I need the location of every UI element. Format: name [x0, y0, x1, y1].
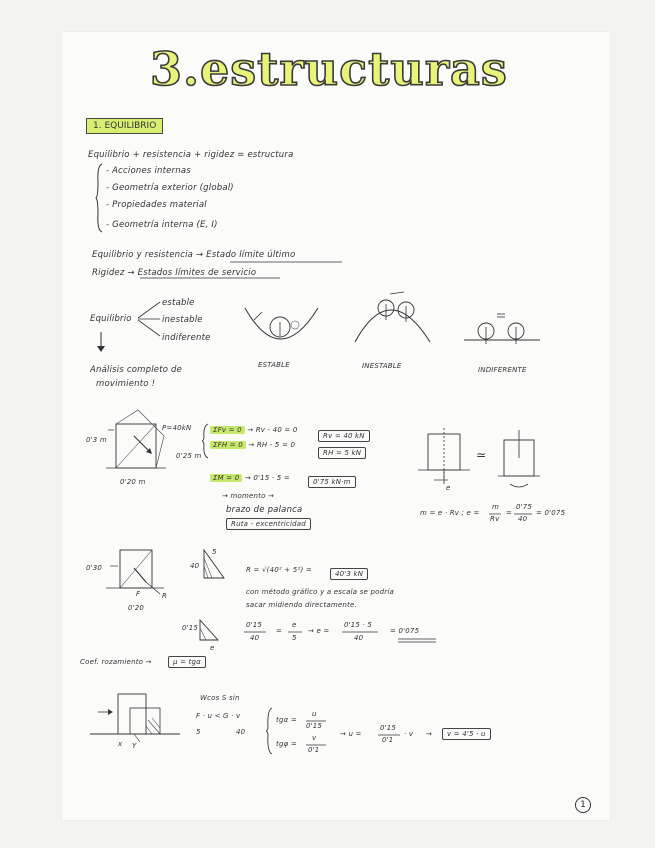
- unstable-diagram: [350, 290, 440, 350]
- type-inestable: inestable: [162, 315, 203, 325]
- equation-line: Equilibrio + resistencia + rigidez = estructura: [88, 150, 294, 160]
- list-item: - Geometría interna (E, I): [106, 220, 218, 230]
- label-5: 5: [212, 548, 217, 556]
- list-item: - Propiedades material: [106, 200, 207, 210]
- frac-num: m: [492, 503, 500, 511]
- frac-bar: [288, 631, 302, 633]
- eccentricity-triangle: [198, 618, 220, 642]
- frac-den: 0'1: [308, 746, 320, 754]
- bullet-momento: → momento →: [222, 492, 275, 500]
- bullet-brazo: brazo de palanca: [226, 505, 303, 515]
- condition-ineq: F · u < G · v: [196, 712, 241, 720]
- frac-num: 0'75: [516, 503, 533, 511]
- tan-alpha: tgα =: [276, 716, 297, 724]
- condition-header: Wcos S sin: [200, 694, 240, 702]
- r-result: 40'3 kN: [330, 568, 368, 580]
- label-estable: ESTABLE: [258, 361, 290, 369]
- arrow-u: → u =: [340, 730, 362, 738]
- frac-den: 5: [292, 634, 297, 642]
- label-y: Y: [132, 742, 137, 750]
- underline: [230, 262, 342, 280]
- eq-fv: ΣFv = 0: [210, 426, 245, 434]
- result-rv: Rv = 40 kN: [318, 430, 370, 442]
- u-mult: · v: [404, 730, 414, 738]
- eq-fh: ΣFH = 0: [210, 441, 246, 449]
- result-rh: RH = 5 kN: [318, 447, 366, 459]
- brace: [96, 164, 104, 232]
- brace: [266, 708, 274, 754]
- dim-left: 0'30: [86, 564, 103, 572]
- tan-phi: tgφ =: [276, 740, 297, 748]
- tri-label: 0'15: [182, 624, 199, 632]
- frac-den: 40: [250, 634, 260, 642]
- note-analisis: Análisis completo de: [90, 365, 183, 375]
- approx-sign: ≃: [476, 448, 487, 462]
- resultant-diagram: [102, 548, 182, 606]
- label-indiferente: INDIFERENTE: [478, 366, 527, 374]
- indifferent-diagram: [464, 310, 544, 350]
- force-label: P=40kN: [162, 424, 192, 432]
- equilibrium-root: Equilibrio: [90, 314, 132, 324]
- eq-fv-rest: → Rv - 40 = 0: [247, 426, 298, 434]
- note-grafico: con método gráfico y a escala se podría: [246, 588, 394, 596]
- page-title: 3.estructuras: [150, 42, 508, 96]
- frac-num: u: [312, 710, 317, 718]
- bullet-excentricidad: Ruta - excentricidad: [226, 518, 311, 530]
- label-f: F: [136, 590, 141, 598]
- stable-diagram: [240, 300, 330, 360]
- label-e: e: [446, 484, 451, 492]
- tri-label: e: [210, 644, 215, 652]
- result-m: 0'75 kN·m: [308, 476, 356, 488]
- final-result: v = 4'5 · u: [442, 728, 491, 740]
- dim-left: 0'3 m: [86, 436, 107, 444]
- limit-state-line: Rigidez → Estados límites de servicio: [92, 268, 257, 278]
- dim-bottom: 0'20: [128, 604, 145, 612]
- friction-label: Coef. rozamiento →: [80, 658, 152, 666]
- e-result: = 0'075: [390, 627, 420, 635]
- frac-num: e: [292, 621, 297, 629]
- frac-num: v: [312, 734, 317, 742]
- condition-val: 40: [236, 728, 246, 736]
- sliding-block-diagram: [90, 690, 186, 748]
- block-diagram: [102, 410, 182, 476]
- frac-bar: [342, 631, 378, 633]
- frac-den: 40: [354, 634, 364, 642]
- frac-den: 0'15: [306, 722, 323, 730]
- eq-m-rest: → 0'15 · 5 =: [244, 474, 290, 482]
- frac-num: 0'15 · 5: [344, 621, 373, 629]
- friction-result: μ = tgα: [168, 656, 206, 668]
- list-item: - Acciones internas: [106, 166, 191, 176]
- label-x: x: [118, 740, 123, 748]
- m-formula: m = e · Rv ; e =: [420, 509, 480, 517]
- dim-bottom: 0'20 m: [120, 478, 146, 486]
- label-40: 40: [190, 562, 200, 570]
- dim-right: 0'25 m: [176, 452, 202, 460]
- frac-den: 40: [518, 515, 528, 523]
- eq-m: ΣM = 0: [210, 474, 242, 482]
- page-number: 1: [575, 797, 591, 813]
- down-arrow: [96, 332, 106, 354]
- double-underline: [398, 639, 438, 643]
- frac-num: 0'15: [380, 724, 397, 732]
- limit-state-line: Equilibrio y resistencia → Estado límite último: [92, 250, 296, 260]
- note-analisis: movimiento !: [96, 379, 156, 389]
- label-inestable: INESTABLE: [362, 362, 402, 370]
- list-item: - Geometría exterior (global): [106, 183, 234, 193]
- r-formula: R = √(40² + 5²) =: [246, 566, 312, 574]
- eq-fh-rest: → RH - 5 = 0: [248, 441, 296, 449]
- frac-den: Rv: [490, 515, 500, 523]
- label-r: R: [162, 592, 168, 600]
- frac-num: 0'15: [246, 621, 263, 629]
- m-result: = 0'075: [536, 509, 566, 517]
- brace: [202, 424, 210, 458]
- note-grafico: sacar midiendo directamente.: [246, 601, 357, 609]
- type-estable: estable: [162, 298, 195, 308]
- condition-val: 5: [196, 728, 201, 736]
- section-heading: 1. EQUILIBRIO: [86, 118, 163, 134]
- frac-bar: [244, 631, 266, 633]
- type-indiferente: indiferente: [162, 333, 211, 343]
- frac-den: 0'1: [382, 736, 394, 744]
